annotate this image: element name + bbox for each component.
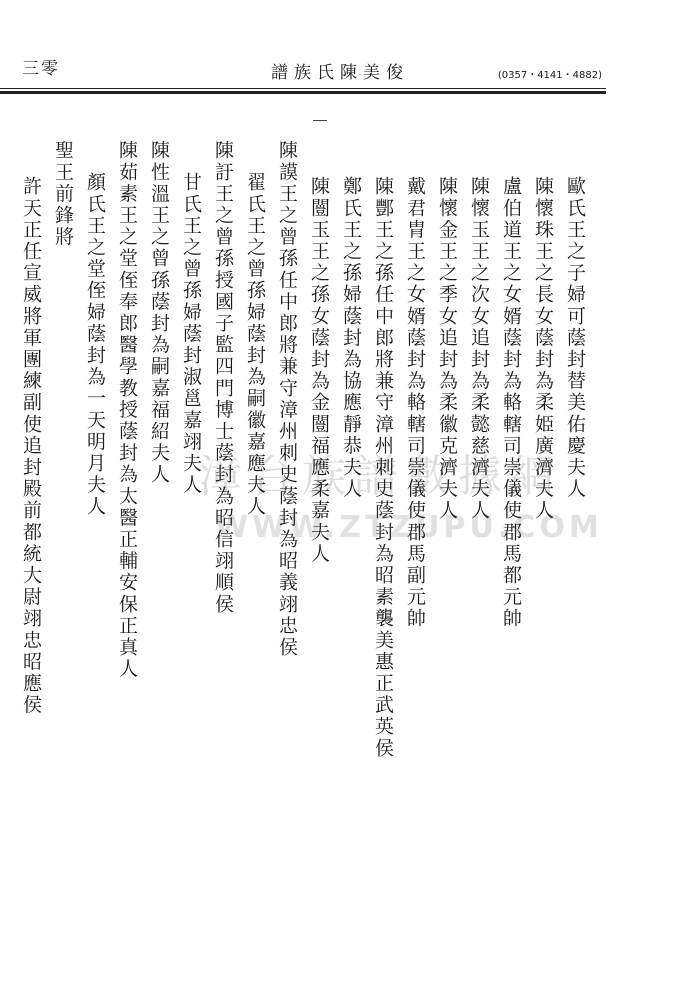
text-column-15: 陳茹素王之堂侄奉郎醫學教授蔭封為太醫正輔安保正真人 xyxy=(116,140,138,680)
text-column-3: 盧伯道王之女婿蔭封為輅轄司崇儀使郡馬都元帥 xyxy=(500,176,522,630)
text-column-7: 陳酆王之孫任中郎將兼守漳州刺史蔭封為昭素襲美惠正武英侯 xyxy=(372,176,394,760)
text-column-4: 陳懷玉王之次女追封為柔懿慈濟夫人 xyxy=(468,176,490,522)
text-column-14: 陳性溫王之曾孫蔭封為嗣嘉福紹夫人 xyxy=(148,140,170,486)
text-column-11: 陳謨王之曾孫任中郎將兼守漳州刺史蔭封為昭義翊忠侯 xyxy=(276,140,298,659)
text-column-9: 陳闓玉王之孫女蔭封為金闓福應柔嘉夫人 xyxy=(308,176,330,565)
phone-number: (0357・4141・4882) xyxy=(497,70,602,81)
running-title: 譜族氏陳美俊 xyxy=(271,63,409,83)
text-column-1: 歐氏王之子婦可蔭封替美佑慶夫人 xyxy=(564,176,586,500)
text-column-18: 許天正任宣威將軍團練副使追封殿前都統大尉翊忠昭應侯 xyxy=(20,176,42,716)
header-rule-thick xyxy=(0,91,606,94)
watermark-url: WWW.ZTZUPU.COM xyxy=(215,510,603,545)
text-column-17: 聖王前鋒將 xyxy=(52,140,74,248)
text-column-12: 陳訏王之曾孫授國子監四門博士蔭封為昭信翊順侯 xyxy=(212,140,234,616)
text-column-8: 鄭氏王之孫婦蔭封為協應靜恭夫人 xyxy=(340,176,362,500)
section-dash xyxy=(313,120,327,121)
header-rule-thin xyxy=(0,88,606,89)
text-column-13: 甘氏王之曾孫婦蔭封淑邕嘉翊夫人 xyxy=(180,172,202,496)
page-number: 三零 xyxy=(22,59,60,79)
watermark-text: 漳台族譜數據網 xyxy=(198,451,562,502)
text-column-5: 陳懷金王之季女追封為柔徽克濟夫人 xyxy=(436,176,458,522)
text-column-6: 戴君胄王之女婿蔭封為輅轄司崇儀使郡馬副元帥 xyxy=(404,176,426,630)
text-column-10: 翟氏王之曾孫婦蔭封為嗣徽嘉應夫人 xyxy=(244,172,266,518)
text-column-16: 顏氏王之堂侄婦蔭封為一天明月夫人 xyxy=(84,172,106,518)
text-column-2: 陳懷珠王之長女蔭封為柔姫廣濟夫人 xyxy=(532,176,554,522)
